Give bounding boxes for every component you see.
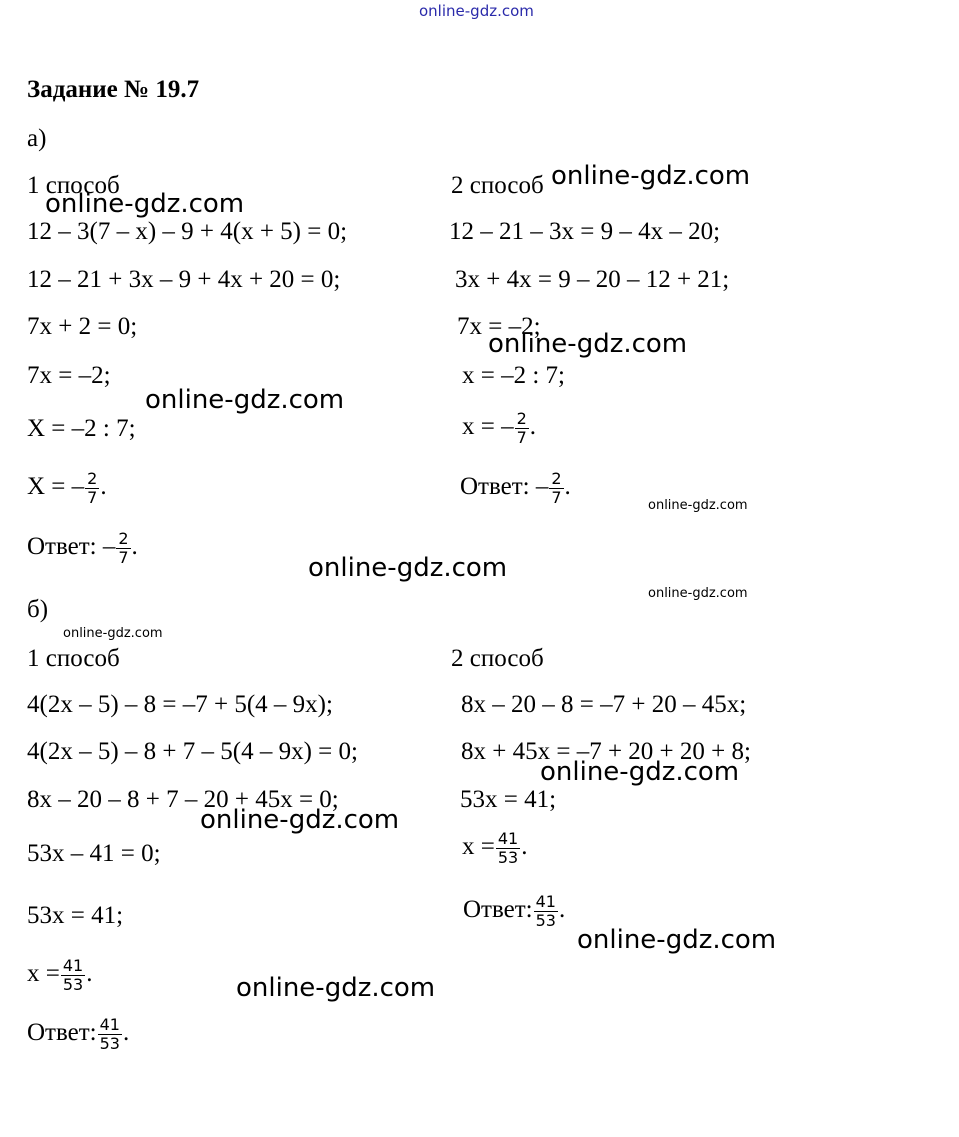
fraction-denominator: 53 xyxy=(535,911,556,930)
part-a-m1-heading: 1 способ xyxy=(27,172,120,199)
fraction xyxy=(116,530,130,567)
part-a-m1-line-1: 12 – 3(7 – x) – 9 + 4(x + 5) = 0; xyxy=(27,218,348,245)
part-a-m2-answer xyxy=(460,470,571,507)
part-a-m2-line-2: 3x + 4x = 9 – 20 – 12 + 21; xyxy=(455,266,730,293)
period: . xyxy=(131,533,138,561)
fraction xyxy=(549,470,563,507)
fraction xyxy=(85,470,99,507)
period: . xyxy=(521,833,528,861)
part-b-m1-line-6-prefix: x = xyxy=(27,960,60,988)
fraction-numerator: 2 xyxy=(118,529,129,548)
part-b-m1-line-4: 53x – 41 = 0; xyxy=(27,840,161,867)
watermark: online-gdz.com xyxy=(63,626,163,641)
part-a-m1-line-4: 7x = –2; xyxy=(27,362,111,389)
part-b-m1-answer xyxy=(27,1016,129,1053)
part-b-m1-answer-prefix: Ответ: xyxy=(27,1019,97,1047)
part-b-m2-answer-prefix: Ответ: xyxy=(463,896,533,924)
fraction-numerator: 41 xyxy=(62,956,84,975)
part-a-label: а) xyxy=(27,125,47,152)
part-a-m2-line-5 xyxy=(462,410,536,447)
part-a-m1-line-5: X = –2 : 7; xyxy=(27,415,136,442)
period: . xyxy=(86,960,93,988)
period: . xyxy=(529,413,537,441)
fraction-numerator: 41 xyxy=(535,892,556,911)
part-b-m1-line-6 xyxy=(27,957,92,994)
part-a-m2-heading: 2 способ xyxy=(451,172,544,199)
watermark: online-gdz.com xyxy=(577,925,777,955)
fraction-denominator: 53 xyxy=(62,975,84,994)
part-a-m2-line-3: 7x = –2; xyxy=(457,313,541,340)
fraction-numerator: 2 xyxy=(516,409,527,428)
part-b-m1-line-5: 53x = 41; xyxy=(27,902,124,929)
fraction xyxy=(515,410,529,447)
fraction-numerator: 41 xyxy=(99,1015,120,1034)
fraction-denominator: 53 xyxy=(99,1034,120,1053)
part-a-m2-answer-prefix: Ответ: – xyxy=(460,473,549,501)
part-a-m1-line-3: 7x + 2 = 0; xyxy=(27,313,138,340)
fraction-denominator: 7 xyxy=(551,488,562,507)
period: . xyxy=(122,1019,130,1047)
watermark: online-gdz.com xyxy=(308,553,508,583)
watermark: online-gdz.com xyxy=(540,757,740,787)
period: . xyxy=(558,896,566,924)
fraction-denominator: 53 xyxy=(497,848,519,867)
period: . xyxy=(100,473,107,501)
part-a-m2-line-5-prefix: x = – xyxy=(462,413,514,441)
part-a-m1-answer xyxy=(27,530,138,567)
fraction xyxy=(61,957,85,994)
watermark: online-gdz.com xyxy=(551,161,751,191)
watermark: online-gdz.com xyxy=(145,385,345,415)
fraction-denominator: 7 xyxy=(516,428,527,447)
part-a-m1-line-6-prefix: X = – xyxy=(27,473,85,501)
fraction-denominator: 7 xyxy=(118,548,129,567)
part-b-m2-line-1: 8x – 20 – 8 = –7 + 20 – 45x; xyxy=(461,691,747,718)
fraction-numerator: 2 xyxy=(87,469,98,488)
part-b-m1-line-1: 4(2x – 5) – 8 = –7 + 5(4 – 9x); xyxy=(27,691,333,718)
part-b-m1-heading: 1 способ xyxy=(27,645,120,672)
part-a-m1-answer-prefix: Ответ: – xyxy=(27,533,116,561)
part-a-m1-line-2: 12 – 21 + 3x – 9 + 4x + 20 = 0; xyxy=(27,266,341,293)
part-b-m2-line-3: 53x = 41; xyxy=(460,786,557,813)
part-b-m2-line-4 xyxy=(462,830,527,867)
part-b-m2-heading: 2 способ xyxy=(451,645,544,672)
part-a-m1-line-6 xyxy=(27,470,107,507)
watermark: online-gdz.com xyxy=(648,586,748,601)
fraction-denominator: 7 xyxy=(87,488,98,507)
watermark: online-gdz.com xyxy=(200,805,400,835)
watermark: online-gdz.com xyxy=(45,189,245,219)
part-b-m1-line-3: 8x – 20 – 8 + 7 – 20 + 45x = 0; xyxy=(27,786,339,813)
watermark-top: online-gdz.com xyxy=(419,2,534,20)
fraction xyxy=(98,1016,122,1053)
fraction-numerator: 41 xyxy=(497,829,519,848)
part-b-m2-line-4-prefix: x = xyxy=(462,833,495,861)
fraction-numerator: 2 xyxy=(551,469,562,488)
part-b-label: б) xyxy=(27,596,49,623)
watermark: online-gdz.com xyxy=(648,498,748,513)
watermark: online-gdz.com xyxy=(236,973,436,1003)
fraction xyxy=(534,893,558,930)
part-b-m2-answer xyxy=(463,893,565,930)
fraction xyxy=(496,830,520,867)
part-b-m2-line-2: 8x + 45x = –7 + 20 + 20 + 8; xyxy=(461,738,751,765)
part-a-m2-line-4: x = –2 : 7; xyxy=(462,362,565,389)
part-a-m2-line-1: 12 – 21 – 3x = 9 – 4x – 20; xyxy=(449,218,721,245)
part-b-m1-line-2: 4(2x – 5) – 8 + 7 – 5(4 – 9x) = 0; xyxy=(27,738,358,765)
page-title: Задание № 19.7 xyxy=(27,76,200,103)
period: . xyxy=(564,473,571,501)
watermark: online-gdz.com xyxy=(488,329,688,359)
